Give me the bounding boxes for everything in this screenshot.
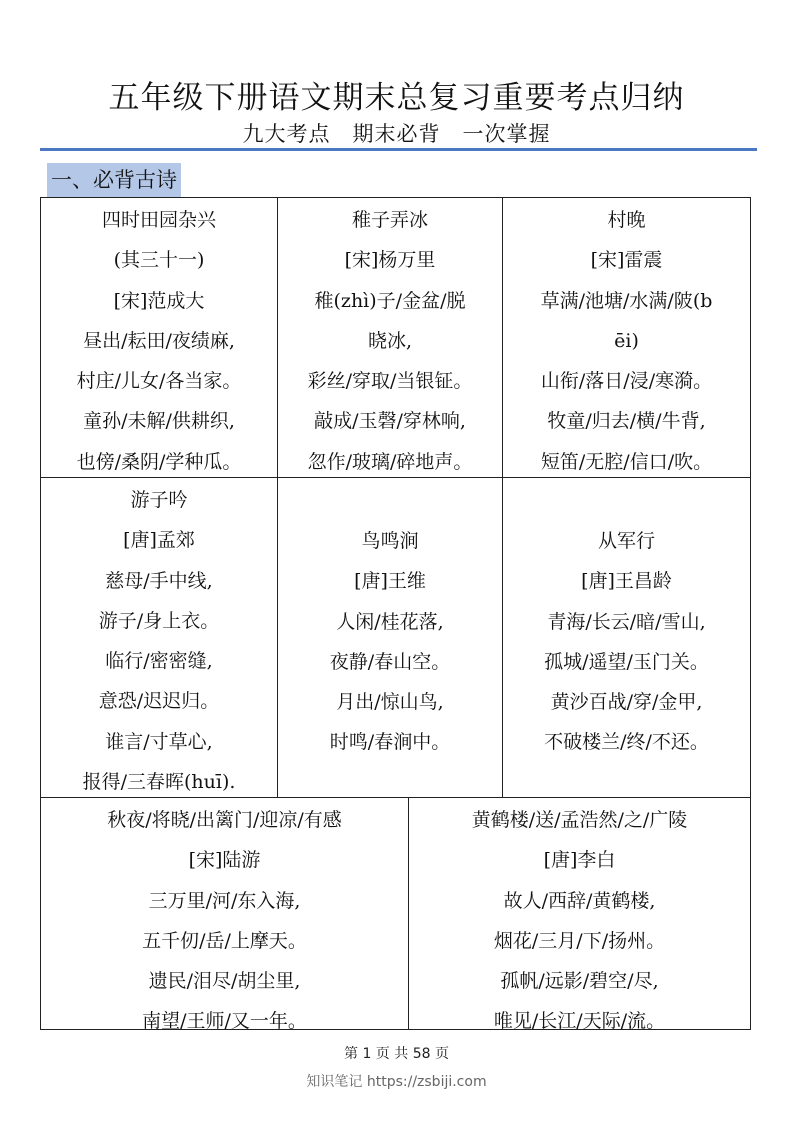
- poem-line: 南望/王师/又一年。: [142, 1010, 307, 1033]
- poem-cell: [278, 478, 503, 797]
- poem-line: 临行/密密缝,: [105, 650, 213, 673]
- poem-line: 三万里/河/东入海,: [148, 889, 301, 912]
- poem-author: [唐]王昌龄: [581, 570, 672, 593]
- poem-author: [唐]王维: [354, 570, 426, 593]
- poem-line: 孤城/遥望/玉门关。: [544, 650, 709, 673]
- poem-title: 四时田园杂兴: [101, 209, 216, 231]
- poem-line: 人闲/桂花落,: [336, 610, 444, 633]
- poem-title: 稚子弄冰: [351, 209, 428, 231]
- poem-subtitle: (其三十一): [113, 249, 205, 272]
- poem-line: 谁言/寸草心,: [105, 730, 213, 753]
- page-subtitle: 九大考点 期末必背 一次掌握: [242, 122, 551, 146]
- poem-author: [唐]李白: [543, 849, 616, 872]
- poem-row-3: [40, 797, 751, 1033]
- poem-line: 昼出/耘田/夜绩麻,: [83, 329, 235, 352]
- poem-line: 山衔/落日/浸/寒漪。: [540, 370, 713, 393]
- poem-line: 草满/池塘/水满/陂(b: [540, 289, 713, 312]
- poem-row-2: [40, 477, 751, 798]
- poem-line: 夜静/春山空。: [329, 650, 451, 673]
- poem-cell: [41, 478, 278, 797]
- poem-line: 也傍/桑阴/学种瓜。: [76, 450, 242, 473]
- poem-cell: [41, 798, 409, 1033]
- poem-line: 牧童/归去/横/牛背,: [547, 410, 706, 433]
- poem-author: [宋]陆游: [188, 849, 261, 872]
- poem-line: 村庄/儿女/各当家。: [76, 370, 242, 393]
- poem-title: 游子吟: [130, 489, 188, 511]
- poem-line: 五千仞/岳/上摩天。: [142, 929, 307, 952]
- poem-line: 不破楼兰/终/不还。: [544, 731, 709, 754]
- poem-line: ēi): [614, 329, 639, 352]
- poem-line: 时鸣/春涧中。: [329, 731, 451, 754]
- poem-cell: [503, 198, 750, 477]
- poem-line: 黄沙百战/穿/金甲,: [550, 691, 703, 714]
- poem-cell: [41, 198, 278, 477]
- poem-line: 故人/西辞/黄鹤楼,: [503, 889, 656, 912]
- poem-cell: [278, 198, 503, 477]
- poem-line: 意恐/迟迟归。: [98, 690, 220, 713]
- poem-line: 报得/三春晖(huī).: [82, 771, 236, 794]
- poem-line: 短笛/无腔/信口/吹。: [540, 450, 713, 473]
- poem-line: 遗民/泪尽/胡尘里,: [148, 970, 301, 993]
- poem-title: 黄鹤楼/送/孟浩然/之/广陵: [471, 809, 688, 831]
- source-credit: 知识笔记 https://zsbiji.com: [306, 1074, 487, 1090]
- poem-line: 慈母/手中线,: [105, 569, 213, 592]
- poem-line: 游子/身上衣。: [98, 609, 220, 632]
- poem-cell: [409, 798, 750, 1033]
- poem-cell: [503, 478, 750, 797]
- title-divider: [40, 148, 757, 151]
- poem-line: 稚(zhì)子/金盆/脱: [314, 289, 466, 312]
- poem-line: 敲成/玉磬/穿林响,: [314, 410, 466, 433]
- poem-title: 鸟鸣涧: [361, 530, 419, 552]
- poem-line: 唯见/长江/天际/流。: [493, 1010, 666, 1033]
- poem-author: [宋]杨万里: [344, 249, 436, 272]
- poem-line: 青海/长云/暗/雪山,: [547, 610, 706, 633]
- poem-author: [宋]范成大: [113, 289, 205, 312]
- poem-title: 从军行: [597, 530, 655, 552]
- poem-title: 秋夜/将晓/出篱门/迎凉/有感: [107, 809, 342, 831]
- poem-line: 晓冰,: [367, 329, 413, 352]
- poem-author: [唐]孟郊: [123, 529, 195, 552]
- page-number: 第 1 页 共 58 页: [344, 1046, 449, 1062]
- poem-line: 孤帆/远影/碧空/尽,: [500, 970, 659, 993]
- poem-title: 村晚: [607, 209, 646, 231]
- poem-line: 童孙/未解/供耕织,: [83, 410, 235, 433]
- poem-row-1: [40, 197, 751, 478]
- poem-line: 烟花/三月/下/扬州。: [493, 929, 666, 952]
- page-title: 五年级下册语文期末总复习重要考点归纳: [108, 80, 685, 116]
- poem-author: [宋]雷震: [590, 249, 663, 272]
- poem-line: 彩丝/穿取/当银钲。: [307, 370, 473, 393]
- section-heading: 一、必背古诗: [47, 163, 181, 197]
- poem-line: 月出/惊山鸟,: [336, 691, 444, 714]
- poem-line: 忽作/玻璃/碎地声。: [307, 450, 473, 473]
